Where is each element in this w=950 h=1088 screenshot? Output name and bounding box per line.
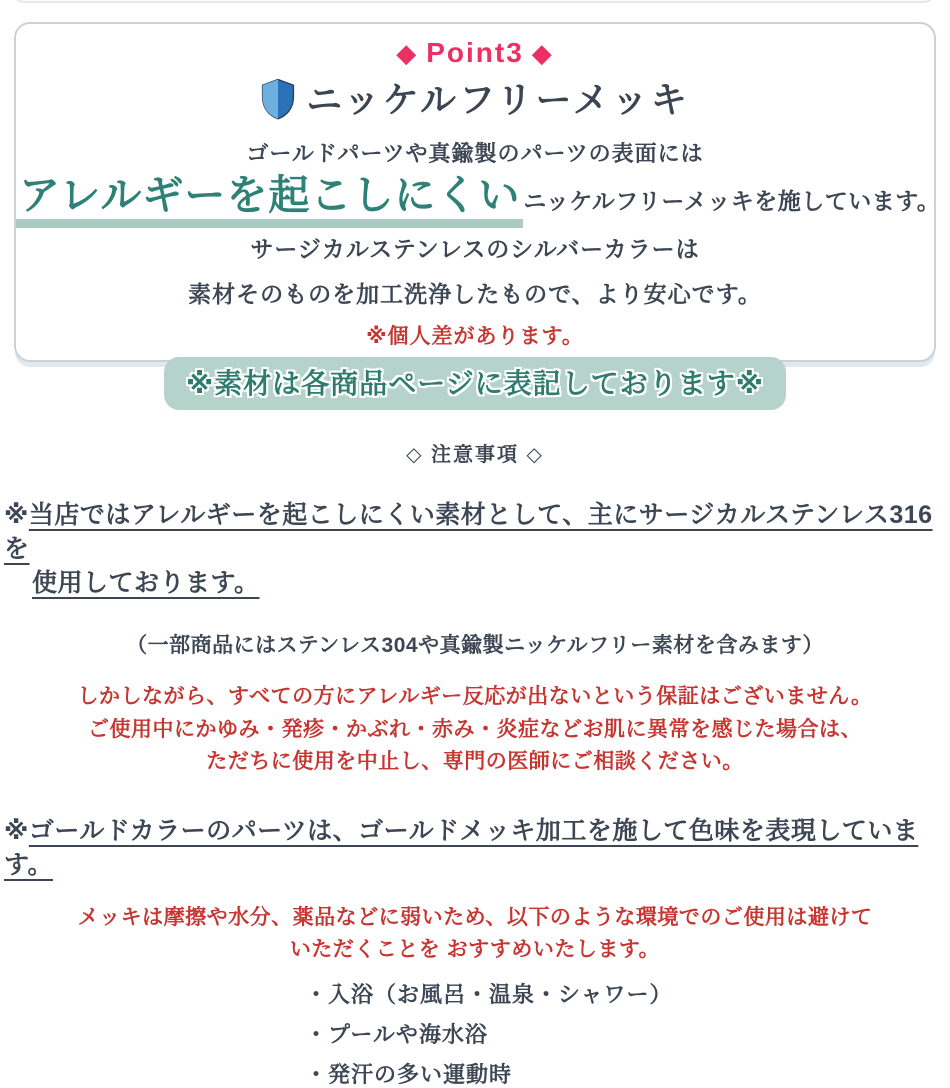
point3-label: Point3 [426, 37, 524, 68]
point3-card [14, 22, 941, 399]
list-item-bathing: ・入浴（お風呂・温泉・シャワー） [305, 982, 673, 1007]
body-line-1: サージカルステンレスのシルバーカラーは [250, 236, 700, 262]
highlight-text: アレルギーを起こしにくい [16, 172, 523, 228]
intro-line: ゴールドパーツや真鍮製のパーツの表面には [246, 141, 704, 166]
card-title [16, 72, 934, 123]
card-title-text: ニッケルフリーメッキ [306, 79, 690, 120]
body-line-2: 素材そのものを加工洗浄したもので、より安心です。 [188, 281, 762, 307]
caution-item-stainless-sub: （一部商品にはステンレス304や真鍮製ニッケルフリー素材を含みます） [126, 634, 824, 658]
list-item-sweat: ・発汗の多い運動時 [305, 1062, 513, 1088]
individual-difference-note: ※個人差があります。 [366, 325, 584, 348]
cautions-section [0, 368, 950, 1088]
allergy-warning-block [0, 684, 950, 775]
point3-header [16, 37, 934, 69]
material-note-pill-text: ※素材は各商品ページに表記しております※ [186, 368, 764, 399]
caution-item-stainless-line2 [4, 567, 946, 601]
allergy-warning-line-1: しかしながら、すべての方にアレルギー反応が出ないという保証はございません。 [77, 685, 873, 709]
caution-item-stainless-text2: 使用しております。 [32, 568, 260, 597]
kome-mark: ※ [4, 817, 29, 845]
highlight-suffix-text: ニッケルフリーメッキを施しています。 [523, 188, 941, 214]
cautions-heading: ◇ 注意事項 ◇ [406, 444, 544, 466]
highlight-line [16, 172, 941, 218]
plating-warning-line-1: メッキは摩擦や水分、薬品などに弱いため、以下のような環境でのご使用は避けて [77, 905, 873, 929]
list-item-pool: ・プールや海水浴 [305, 1022, 488, 1048]
plating-warning-block [0, 905, 950, 964]
caution-item-stainless-text1: 当店ではアレルギーを起こしにくい素材として、主にサージカルステンレス316を [4, 501, 933, 563]
caution-item-gold-text: ゴールドカラーのパーツは、ゴールドメッキ加工を施して色味を表現しています。 [4, 817, 919, 879]
kome-mark: ※ [4, 501, 29, 529]
diamond-icon-left: ◆ [396, 38, 419, 68]
previous-card-bottom-edge [10, 0, 938, 3]
caution-item-stainless [4, 499, 946, 600]
allergy-warning-line-3: ただちに使用を中止し、専門の医師にご相談ください。 [206, 749, 744, 773]
allergy-warning-line-2: ご使用中にかゆみ・発疹・かぶれ・赤み・炎症などお肌に異常を感じた場合は、 [88, 717, 862, 741]
avoid-environment-list [0, 983, 950, 1088]
caution-item-gold [4, 815, 946, 883]
plating-warning-line-2: いただくことを おすすめいたします。 [289, 937, 661, 961]
diamond-icon-right: ◆ [531, 38, 554, 68]
caution-item-stainless-line1 [4, 499, 946, 567]
shield-icon [260, 78, 296, 120]
